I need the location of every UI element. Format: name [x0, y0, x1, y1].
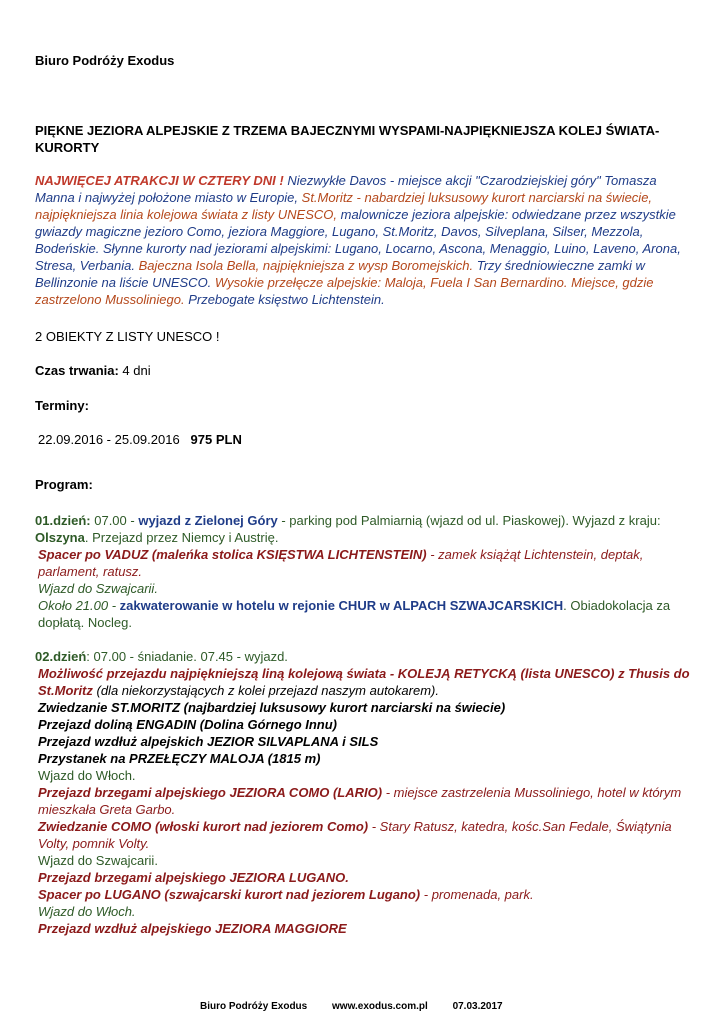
day-2-enter-italy-again: Wjazd do Włoch.: [38, 904, 136, 919]
term-row: [38, 431, 242, 448]
duration-line: [35, 362, 151, 379]
day-1-evening: [35, 597, 690, 631]
day-2-lugano-shore-title: Przejazd brzegami alpejskiego JEZIORA LUGANO: [38, 870, 346, 885]
intro-paragraph: [35, 172, 690, 308]
day-1-departure-details: - parking pod Palmiarnią (wjazd od ul. Piaskowej). Wyjazd z kraju:: [277, 513, 661, 528]
day-1-vaduz-details: - zamek książąt Lichtenstein, deptak, parlament, ratusz.: [38, 547, 644, 579]
duration-label: Czas trwania:: [35, 363, 119, 378]
intro-castles: Trzy średniowieczne zamki w Bellinzonie na liście UNESCO.: [35, 258, 645, 290]
intro-lakes: malownicze jeziora alpejskie: odwiedzane przez wszystkie gwiazdy magiczne jezioro Como, jeziora Maggiore, Lugano, St.Moritz, Davos, Silveplana, Silser, Mezzola, Bodeńskie.: [35, 207, 676, 256]
day-1-intro: [35, 512, 690, 546]
day-1-departure: wyjazd z Zielonej Góry: [138, 513, 278, 528]
program-label: Program:: [35, 477, 93, 492]
day-2-enter-italy: Wjazd do Włoch.: [38, 768, 136, 783]
day-2-lugano-walk-details: - promenada, park.: [420, 887, 534, 902]
day-1-vaduz: [35, 546, 690, 580]
day-2-rail-details: (dla niekorzystających z kolei przejazd naszym autokarem).: [92, 683, 439, 698]
intro-headline: NAJWIĘCEJ ATRAKCJI W CZTERY DNI !: [35, 173, 284, 188]
day-1-vaduz-title: Spacer po VADUZ (maleńka stolica KSIĘSTWA LICHTENSTEIN): [38, 547, 427, 562]
footer-date: 07.03.2017: [452, 1001, 503, 1012]
day-2-como-city-details: - Stary Ratusz, katedra, kośc.San Fedale, Świątynia Volty, pomnik Volty.: [38, 819, 672, 851]
day-2-lugano-walk: [35, 886, 690, 903]
day-1-hotel: zakwaterowanie w hotelu w rejonie CHUR w ALPACH SZWAJCARSKICH: [119, 598, 564, 613]
term-price: 975 PLN: [190, 432, 242, 447]
day-2-st-moritz: Zwiedzanie ST.MORITZ (najbardziej luksusowy kurort narciarski na świecie): [38, 700, 506, 715]
trip-title: PIĘKNE JEZIORA ALPEJSKIE Z TRZEMA BAJECZNYMI WYSPAMI-NAJPIĘKNIEJSZA KOLEJ ŚWIATA-KURORTY: [35, 123, 660, 155]
terms-label: Terminy:: [35, 398, 89, 413]
day-2-maggiore: Przejazd wzdłuż alpejskiego JEZIORA MAGGIORE: [38, 921, 347, 936]
day-1-border-details: . Przejazd przez Niemcy i Austrię.: [84, 530, 279, 545]
day-2-como-shore-title: Przejazd brzegami alpejskiego JEZIORA COMO (LARIO): [38, 785, 383, 800]
term-dates: 22.09.2016 - 25.09.2016: [38, 432, 180, 447]
day-2-lugano-shore: [35, 869, 690, 886]
intro-passes: Wysokie przełęcze alpejskie: Maloja, Fuela I San Bernardino. Miejsce, gdzie zastrzelono Mussoliniego.: [35, 275, 654, 307]
day-2-silvaplana-sils: Przejazd wzdłuż alpejskich JEZIOR SILVAPLANA i SILS: [38, 734, 379, 749]
intro-moritz: St.Moritz - nabardziej luksusowy kurort narciarski na świecie, najpiękniejsza linia kolejowa świata z listy UNESCO,: [35, 190, 653, 222]
day-2-intro: [35, 648, 690, 665]
day-1-evening-time: Około 21.00 -: [38, 598, 120, 613]
day-2-label: 02.dzień: [35, 649, 87, 664]
day-1-time: 07.00 -: [90, 513, 139, 528]
day-2-como-city: [35, 818, 690, 852]
intro-davos: Niezwykłe Davos - miejsce akcji "Czarodziejskiej góry" Tomasza Manna i najwyżej położone miasto w Europie,: [35, 173, 657, 205]
company-name: Biuro Podróży Exodus: [35, 53, 175, 68]
footer-company: Biuro Podróży Exodus: [200, 1001, 308, 1012]
day-2-section: [35, 648, 690, 937]
day-2-lugano-shore-details: .: [345, 870, 349, 885]
day-2-rail-title: Możliwość przejazdu najpiękniejszą liną kolejową świata - KOLEJĄ RETYCKĄ (lista UNESCO) z Thusis do St.Moritz: [38, 666, 690, 698]
day-1-border: Olszyna: [35, 530, 85, 545]
unesco-note: 2 OBIEKTY Z LISTY UNESCO !: [35, 329, 220, 344]
day-2-enter-switzerland: Wjazd do Szwajcarii.: [38, 853, 158, 868]
day-2-lugano-walk-title: Spacer po LUGANO (szwajcarski kurort nad jeziorem Lugano): [38, 887, 421, 902]
footer-website: www.exodus.com.pl: [332, 1001, 428, 1012]
duration-value: 4 dni: [118, 363, 151, 378]
day-1-label: 01.dzień:: [35, 513, 91, 528]
intro-resorts: Słynne kurorty nad jeziorami alpejskimi: Lugano, Locarno, Ascona, Menaggio, Luino, Laveno, Arona, Stresa, Verbania.: [35, 241, 681, 273]
day-2-como-shore: [35, 784, 690, 818]
day-1-enter-switzerland: Wjazd do Szwajcarii.: [38, 581, 158, 596]
day-2-maloja: Przystanek na PRZEŁĘCZY MALOJA (1815 m): [38, 751, 321, 766]
intro-lichtenstein: Przebogate księstwo Lichtenstein.: [184, 292, 385, 307]
day-2-engadin: Przejazd doliną ENGADIN (Dolina Górnego Innu): [38, 717, 338, 732]
day-2-como-shore-details: - miejsce zastrzelenia Mussoliniego, hotel w którym mieszkała Greta Garbo.: [38, 785, 682, 817]
day-2-times: : 07.00 - śniadanie. 07.45 - wyjazd.: [86, 649, 288, 664]
day-1-hotel-details: . Obiadokolacja za dopłatą. Nocleg.: [38, 598, 671, 630]
day-2-rail: [35, 665, 690, 699]
intro-isola-bella: Bajeczna Isola Bella, najpiękniejsza z wysp Boromejskich.: [134, 258, 474, 273]
day-2-como-city-title: Zwiedzanie COMO (włoski kurort nad jeziorem Como): [38, 819, 369, 834]
day-1-section: [35, 512, 690, 631]
page-footer: [200, 998, 525, 1015]
